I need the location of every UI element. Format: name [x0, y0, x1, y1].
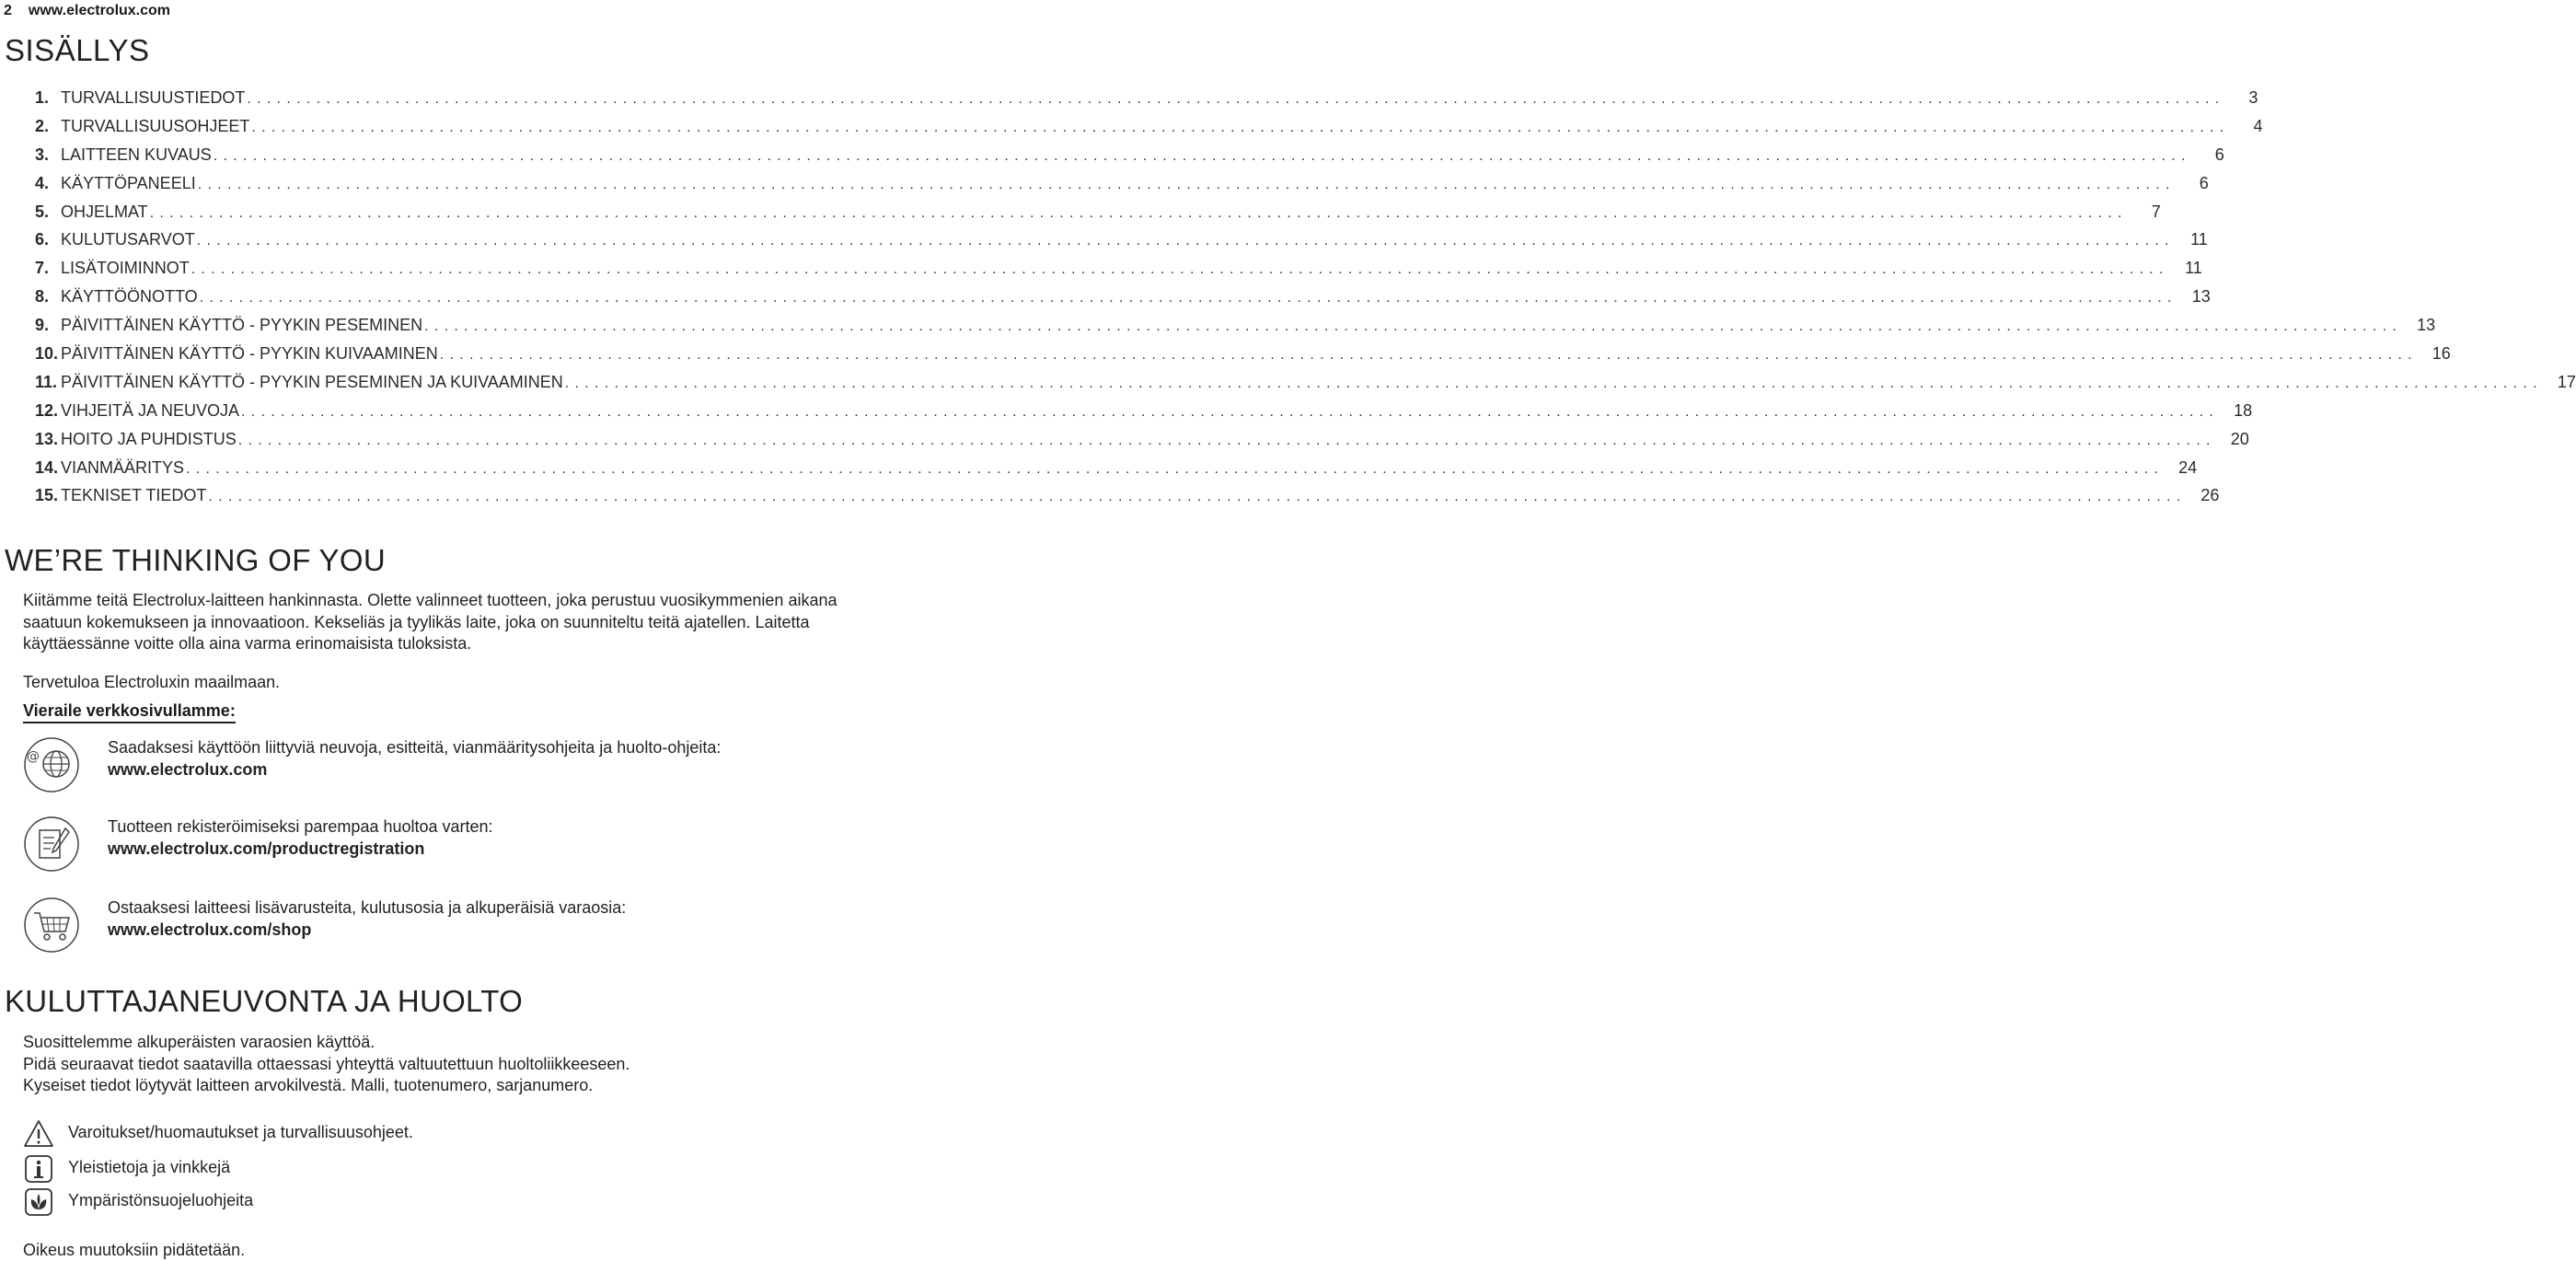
support-text: Saadaksesi käyttöön liittyviä neuvoja, esitteitä, vianmääritysohjeita ja huolto-ohjeita:	[108, 738, 722, 757]
toc-item-page[interactable]: 18	[2234, 400, 2253, 420]
disclaimer-note: Oikeus muutoksiin pidätetään.	[23, 1241, 246, 1259]
toc-item[interactable]	[35, 88, 2258, 117]
toc-item[interactable]	[35, 202, 2161, 231]
toc-item[interactable]	[35, 344, 2451, 373]
toc-item-page[interactable]: 24	[2178, 457, 2198, 477]
toc-item-number: 4.	[35, 173, 50, 192]
page-header	[4, 0, 170, 22]
toc-item[interactable]	[35, 173, 2209, 202]
legend-info	[23, 1154, 667, 1184]
visit-heading: Vieraile verkkosivullamme:	[23, 701, 236, 723]
toc-dot-leader: ........................................................................................................................................................................................................	[191, 261, 2169, 278]
service-line: Kyseiset tiedot löytyvät laitteen arvokilvestä. Malli, tuotenumero, sarjanumero.	[23, 1076, 594, 1094]
legend-info-text: Yleistietoja ja vinkkejä	[68, 1158, 231, 1176]
toc-dot-leader: ........................................................................................................................................................................................................	[213, 147, 2191, 164]
toc-item[interactable]	[35, 230, 2208, 259]
toc-item-number: 5.	[35, 202, 50, 221]
toc-dot-leader: ........................................................................................................................................................................................................	[186, 460, 2165, 477]
toc-item[interactable]	[35, 145, 2224, 174]
toc-item-number: 10.	[35, 344, 59, 364]
toc-item-title[interactable]: TURVALLISUUSOHJEET	[61, 116, 250, 135]
service-title: KULUTTAJANEUVONTA JA HUOLTO	[5, 984, 524, 1018]
toc-item-number: 12.	[35, 400, 59, 420]
info-item-support	[23, 736, 879, 819]
warning-icon	[23, 1119, 54, 1153]
welcome-text: Tervetuloa Electroluxin maailmaan.	[23, 673, 281, 691]
toc-item-title[interactable]: LISÄTOIMINNOT	[61, 259, 190, 278]
toc-item-page[interactable]: 11	[2185, 259, 2202, 278]
toc-item-page[interactable]: 13	[2417, 316, 2436, 335]
toc-item-title[interactable]: TEKNISET TIEDOT	[61, 486, 207, 505]
toc-dot-leader: ........................................................................................................................................................................................................	[439, 347, 2418, 364]
toc-item-number: 2.	[35, 116, 50, 135]
toc-item-title[interactable]: KÄYTTÖÖNOTTO	[61, 287, 198, 307]
toc-item-page[interactable]: 3	[2248, 88, 2258, 107]
registration-text: Tuotteen rekisteröimiseksi parempaa huoltoa varten:	[108, 817, 493, 836]
toc-item-title[interactable]: TURVALLISUUSTIEDOT	[61, 88, 246, 107]
toc-item-page[interactable]: 7	[2151, 202, 2161, 221]
toc-item-title[interactable]: PÄIVITTÄINEN KÄYTTÖ - PYYKIN PESEMINEN	[61, 316, 423, 335]
toc-item-number: 8.	[35, 287, 50, 307]
toc-item-number: 1.	[35, 88, 50, 107]
shopping-cart-icon	[23, 897, 80, 958]
shop-text: Ostaaksesi laitteesi lisävarusteita, kulutusosia ja alkuperäisiä varaosia:	[108, 898, 627, 917]
page-number: 2	[4, 3, 12, 18]
toc-dot-leader: ........................................................................................................................................................................................................	[564, 375, 2543, 391]
toc-item[interactable]	[35, 457, 2198, 487]
toc-title: SISÄLLYS	[5, 33, 150, 67]
toc-item[interactable]	[35, 372, 2576, 401]
toc-dot-leader: ........................................................................................................................................................................................................	[149, 204, 2128, 221]
toc-dot-leader: ........................................................................................................................................................................................................	[196, 233, 2175, 249]
legend-warning	[23, 1119, 667, 1149]
globe-icon	[23, 736, 80, 798]
toc-item-page[interactable]: 16	[2432, 344, 2451, 364]
service-lines	[23, 1032, 879, 1097]
toc-dot-leader: ........................................................................................................................................................................................................	[208, 489, 2187, 505]
toc-item[interactable]	[35, 116, 2263, 145]
toc-item-number: 3.	[35, 145, 50, 164]
toc-item-page[interactable]: 4	[2253, 116, 2263, 135]
toc-item[interactable]	[35, 316, 2436, 344]
toc-item-title[interactable]: VIANMÄÄRITYS	[61, 457, 185, 477]
legend-environment-text: Ympäristönsuojeluohjeita	[68, 1191, 254, 1209]
toc-dot-leader: ........................................................................................................................................................................................................	[197, 176, 2176, 192]
toc-item-title[interactable]: LAITTEEN KUVAUS	[61, 145, 212, 164]
toc-item-title[interactable]: KULUTUSARVOT	[61, 230, 195, 249]
info-item-registration	[23, 816, 879, 898]
toc-item-page[interactable]: 6	[2199, 173, 2209, 192]
toc-item-number: 6.	[35, 230, 50, 249]
legend-environment	[23, 1187, 667, 1217]
toc-item[interactable]	[35, 486, 2220, 515]
toc-item-number: 14.	[35, 457, 59, 477]
toc-item-title[interactable]: VIHJEITÄ JA NEUVOJA	[61, 400, 240, 420]
thinking-title: WE’RE THINKING OF YOU	[5, 543, 386, 577]
toc-dot-leader: ........................................................................................................................................................................................................	[199, 290, 2177, 307]
site-url[interactable]: www.electrolux.com	[28, 3, 171, 18]
registration-link[interactable]: www.electrolux.com/productregistration	[108, 839, 425, 858]
toc-dot-leader: ........................................................................................................................................................................................................	[247, 91, 2225, 107]
toc-item[interactable]	[35, 287, 2211, 316]
toc-dot-leader: ........................................................................................................................................................................................................	[424, 318, 2403, 335]
toc-item[interactable]	[35, 429, 2249, 458]
toc-item-title[interactable]: PÄIVITTÄINEN KÄYTTÖ - PYYKIN KUIVAAMINEN	[61, 344, 438, 364]
toc-dot-leader: ........................................................................................................................................................................................................	[251, 119, 2230, 135]
toc-item-number: 7.	[35, 259, 50, 278]
toc-item[interactable]	[35, 400, 2253, 430]
service-line: Suosittelemme alkuperäisten varaosien käyttöä.	[23, 1033, 375, 1051]
legend-warning-text: Varoitukset/huomautukset ja turvallisuusohjeet.	[68, 1123, 413, 1141]
service-line: Pidä seuraavat tiedot saatavilla ottaessasi yhteyttä valtuutettuun huoltoliikkeeseen.	[23, 1054, 630, 1073]
svg-text:@: @	[27, 749, 40, 764]
toc-item-page[interactable]: 20	[2230, 429, 2249, 448]
intro-paragraph: Kiitämme teitä Electrolux-laitteen hankinnasta. Olette valinneet tuotteen, joka perustuu vuosikymmenien aikana saatuun kokemukseen ja innovaatioon. Kekseliäs ja tyylikäs laite, joka on suunniteltu teitä ajatellen. Laitetta käyttäessänne voitte olla aina varma erinomaisista tuloksista.	[23, 591, 837, 653]
environment-icon	[23, 1187, 54, 1221]
toc-item-title[interactable]: HOITO JA PUHDISTUS	[61, 429, 237, 448]
support-link[interactable]: www.electrolux.com	[108, 760, 268, 779]
toc-item-page[interactable]: 13	[2191, 287, 2211, 307]
toc-item-number: 11.	[35, 372, 58, 391]
info-icon	[23, 1154, 54, 1188]
toc-item-page[interactable]: 26	[2201, 486, 2220, 505]
toc-item-page[interactable]: 11	[2190, 230, 2208, 249]
toc-dot-leader: ........................................................................................................................................................................................................	[241, 403, 2220, 420]
toc-item[interactable]	[35, 259, 2202, 287]
table-of-contents	[35, 88, 2576, 515]
toc-item-title[interactable]: OHJELMAT	[61, 202, 148, 221]
registration-icon	[23, 816, 80, 877]
toc-dot-leader: ........................................................................................................................................................................................................	[237, 432, 2216, 448]
toc-item-page[interactable]: 6	[2214, 145, 2224, 164]
toc-item-page[interactable]: 17	[2557, 372, 2576, 391]
toc-item-title[interactable]: KÄYTTÖPANEELI	[61, 173, 196, 192]
toc-item-number: 9.	[35, 316, 50, 335]
toc-item-title[interactable]: PÄIVITTÄINEN KÄYTTÖ - PYYKIN PESEMINEN JA KUIVAAMINEN	[61, 372, 563, 391]
toc-item-number: 13.	[35, 429, 59, 448]
shop-link[interactable]: www.electrolux.com/shop	[108, 920, 312, 939]
info-item-shop	[23, 897, 879, 979]
toc-item-number: 15.	[35, 486, 59, 505]
